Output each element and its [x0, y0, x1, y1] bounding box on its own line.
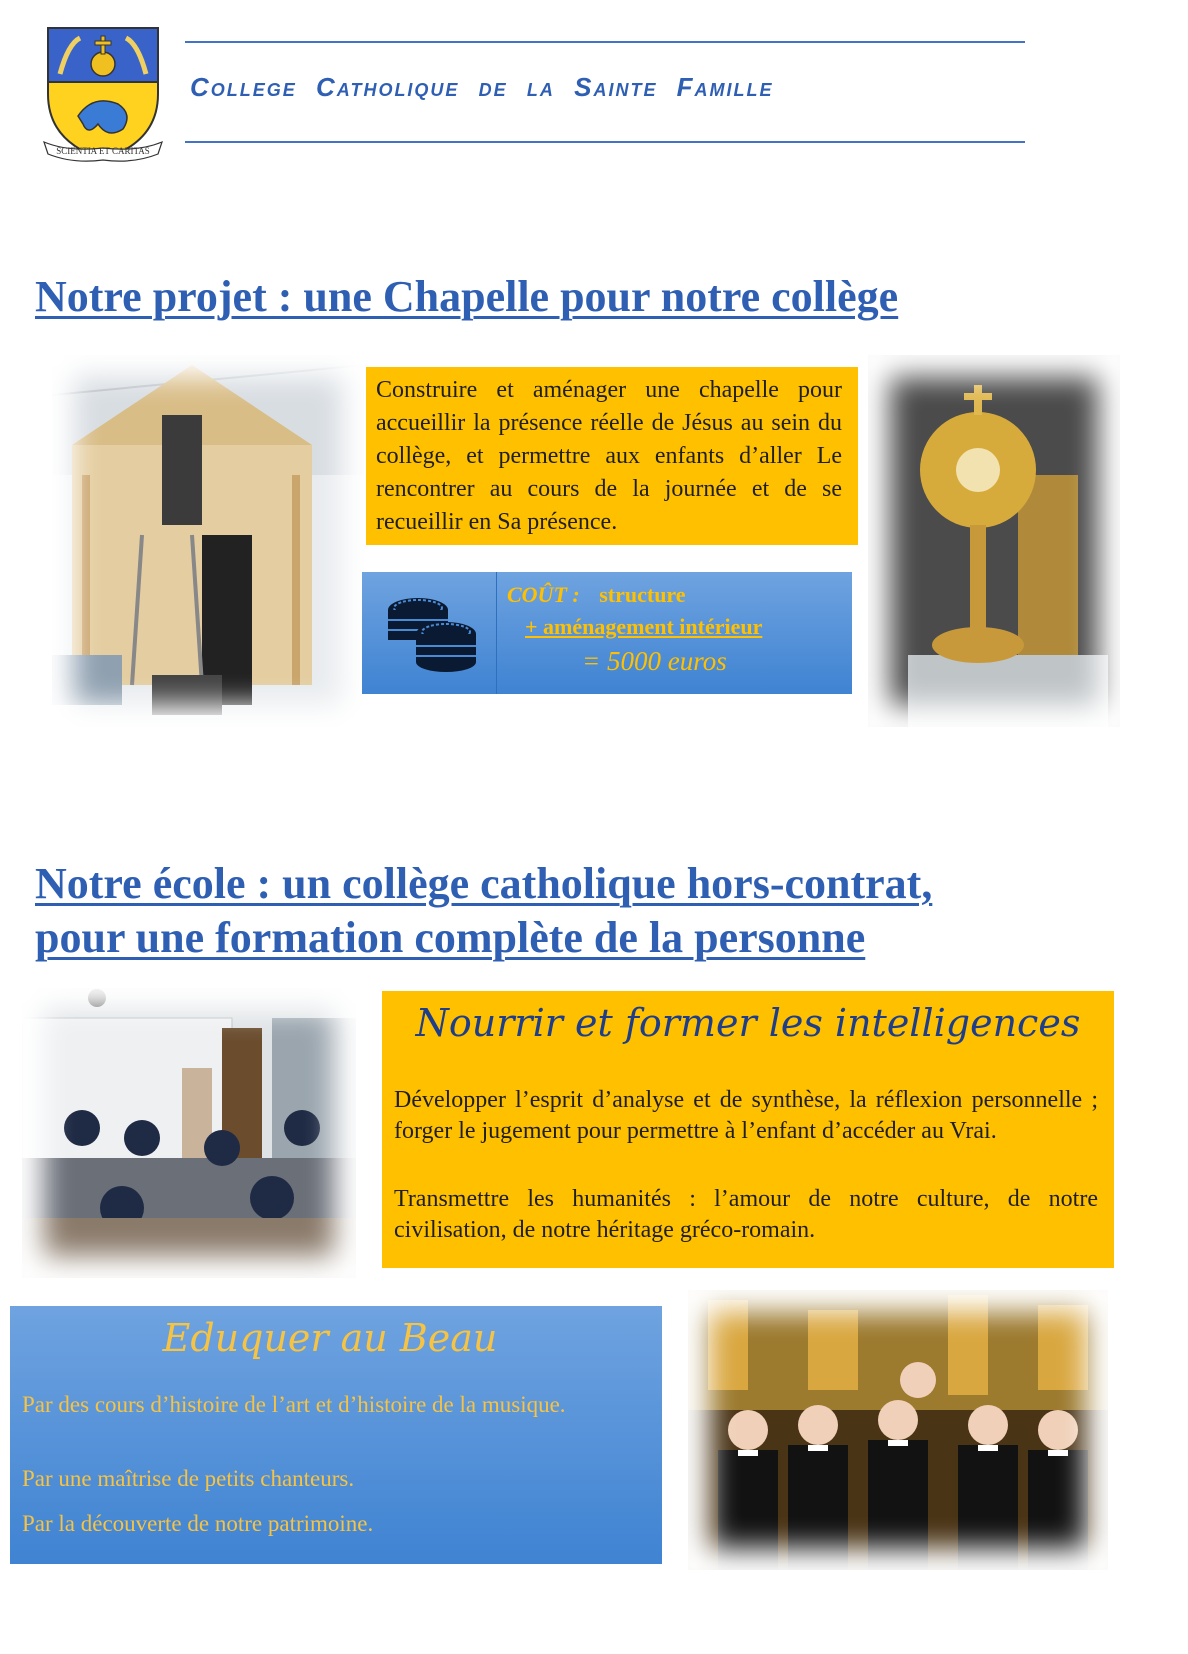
monstrance-photo	[868, 355, 1120, 727]
intelligence-heading: Nourrir et former les intelligences	[415, 1001, 1081, 1045]
cost-divider	[496, 572, 497, 694]
school-crest	[38, 24, 168, 172]
cost-box	[362, 572, 852, 694]
chapel-construction-photo	[52, 355, 364, 727]
classroom-photo	[22, 988, 356, 1278]
cost-structure: structure	[599, 582, 686, 607]
intelligence-para1: Développer l’esprit d’analyse et de synthèse, la réflexion personnelle ; forger le jugement pour permettre à l’enfant d’accéder au Vrai.	[394, 1087, 1098, 1144]
header-rule-bottom	[185, 141, 1025, 143]
beauty-item2: Par une maîtrise de petits chanteurs.	[22, 1466, 355, 1491]
school-name: College Catholique de la Sainte Famille	[190, 72, 774, 102]
beauty-heading: Eduquer au Beau	[162, 1316, 498, 1360]
project-title: Notre projet : une Chapelle pour notre collège	[35, 272, 899, 321]
project-description-box	[366, 367, 858, 545]
project-description: Construire et aménager une chapelle pour accueillir la présence réelle de Jésus au sein du collège, et permettre aux enfants d’aller Le rencontrer au cours de la journée et de se recueillir en Sa présence.	[376, 377, 842, 535]
cost-total: = 5000 euros	[582, 646, 727, 676]
cost-interior: + aménagement intérieur	[525, 614, 763, 639]
cost-details	[507, 582, 847, 677]
coins-icon	[384, 592, 484, 672]
school-title-line1: Notre école : un collège catholique hors-contrat,	[35, 859, 933, 908]
header-rule-top	[185, 41, 1025, 43]
crest-motto: SCIENTIA ET CARITAS	[56, 146, 150, 156]
beauty-item1: Par des cours d’histoire de l’art et d’histoire de la musique.	[22, 1392, 566, 1417]
intelligence-box	[382, 991, 1114, 1268]
intelligence-para2: Transmettre les humanités : l’amour de notre culture, de notre civilisation, de notre héritage gréco-romain.	[394, 1186, 1098, 1243]
choir-photo	[688, 1290, 1108, 1570]
beauty-box	[10, 1306, 662, 1564]
cost-label: COÛT :	[507, 582, 580, 607]
beauty-item3: Par la découverte de notre patrimoine.	[22, 1511, 374, 1536]
school-title-line2: pour une formation complète de la personne	[35, 913, 866, 962]
